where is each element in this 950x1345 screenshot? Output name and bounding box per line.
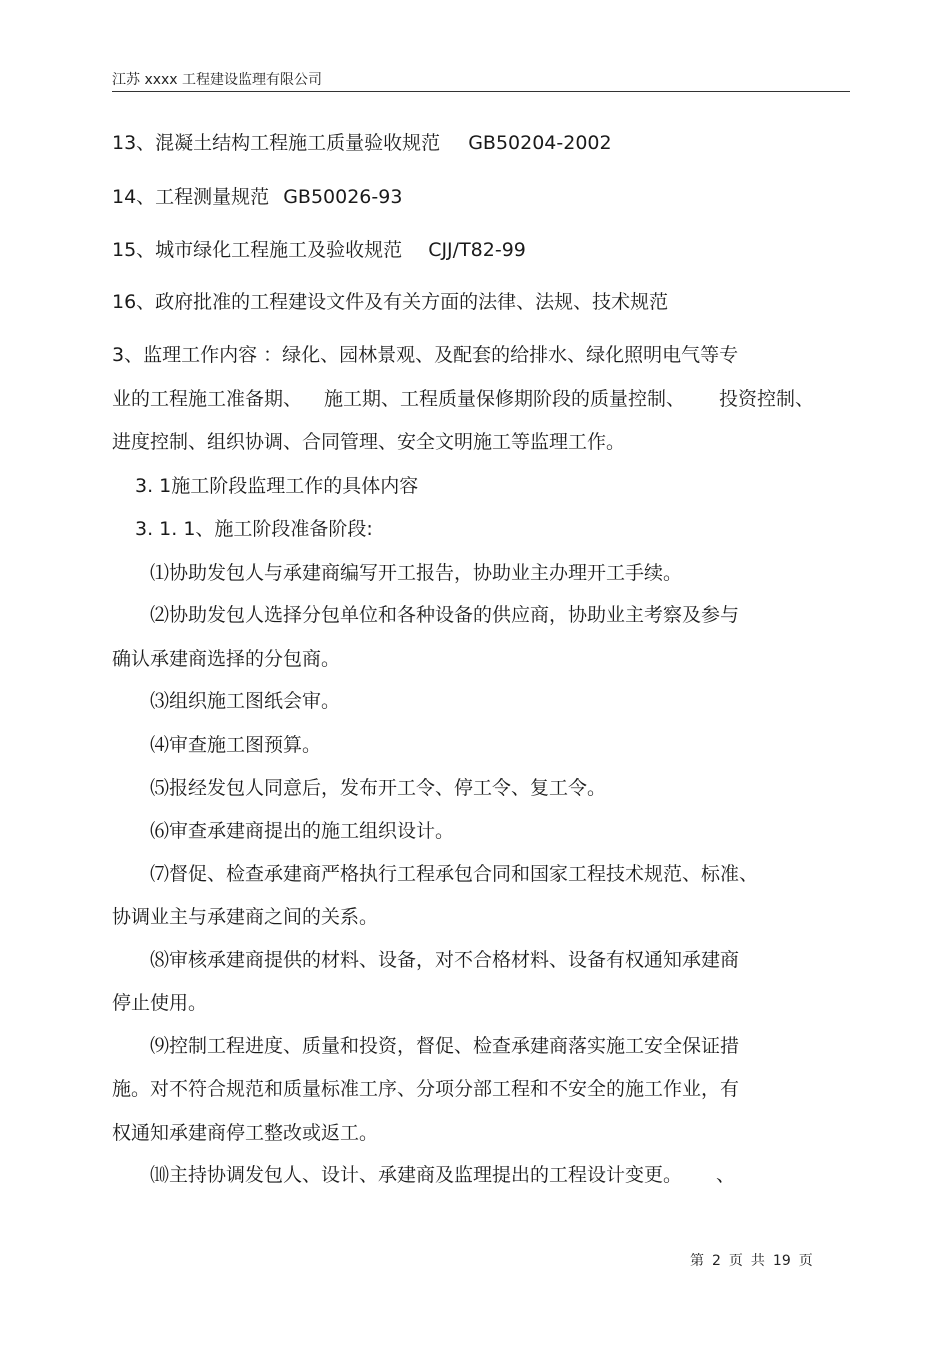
item-8-line2: 停止使用。 <box>112 992 208 1014</box>
standard-item-16 <box>112 293 668 312</box>
item-6: ⑹审查承建商提出的施工组织设计。 <box>150 820 455 842</box>
item-2-line2: 确认承建商选择的分包商。 <box>112 648 341 670</box>
standard-code: CJJ/T82-99 <box>428 239 526 261</box>
item-2-line1: ⑵协助发包人选择分包单位和各种设备的供应商，协助业主考察及参与 <box>150 604 740 626</box>
standard-name: 13、混凝土结构工程施工质量验收规范 <box>112 132 441 154</box>
item-7-line2: 协调业主与承建商之间的关系。 <box>112 906 379 928</box>
standard-name: 15、城市绿化工程施工及验收规范 <box>112 239 403 261</box>
footer-label-unit: 页 <box>728 1253 743 1269</box>
section3-line1: 3、监理工作内容 ：绿化、园林景观、及配套的给排水、绿化照明电气等专 <box>112 344 739 366</box>
document-header: 江苏 xxxx 工程建设监理有限公司 <box>112 72 323 88</box>
subsection-title: 3. 1施工阶段监理工作的具体内容 <box>135 475 419 497</box>
subsection-subtitle: 3. 1. 1、施工阶段准备阶段: <box>135 518 373 540</box>
section3-line3: 进度控制、组织协调、合同管理、安全文明施工等监理工作。 <box>112 431 626 453</box>
standard-name: 14、工程测量规范 <box>112 186 270 208</box>
standard-code: GB50204-2002 <box>468 132 612 154</box>
item-1: ⑴协助发包人与承建商编写开工报告，协助业主办理开工手续。 <box>150 562 683 584</box>
item-8-line1: ⑻审核承建商提供的材料、设备，对不合格材料、设备有权通知承建商 <box>150 949 740 971</box>
header-divider <box>112 91 850 92</box>
standard-code: GB50026-93 <box>283 186 403 208</box>
standard-item-14 <box>112 188 402 207</box>
page-number: 2 <box>712 1253 721 1269</box>
item-7-line1: ⑺督促、检查承建商严格执行工程承包合同和国家工程技术规范、标准、 <box>150 863 759 885</box>
item-10 <box>150 1166 735 1185</box>
item-10-text: ⑽主持协调发包人、设计、承建商及监理提出的工程设计变更。 <box>150 1164 683 1186</box>
footer-label-unit2: 页 <box>798 1253 813 1269</box>
item-9-line3: 权通知承建商停工整改或返工。 <box>112 1122 379 1144</box>
standard-item-15 <box>112 241 526 260</box>
section3-line2-part2: 施工期、工程质量保修期阶段的质量控制、 <box>324 388 686 410</box>
item-9-line2: 施。对不符合规范和质量标准工序、分项分部工程和不安全的施工作业，有 <box>112 1078 740 1100</box>
section3-line2-part3: 投资控制、 <box>719 388 815 410</box>
footer-label-total: 共 <box>750 1253 765 1269</box>
total-pages: 19 <box>772 1253 791 1269</box>
item-3: ⑶组织施工图纸会审。 <box>150 690 341 712</box>
section3-line2 <box>112 390 814 409</box>
item-9-line1: ⑼控制工程进度、质量和投资，督促、检查承建商落实施工安全保证措 <box>150 1035 740 1057</box>
item-10-tail: 、 <box>716 1164 736 1186</box>
section3-line2-part1: 业的工程施工准备期、 <box>112 388 303 410</box>
standard-item-13 <box>112 134 612 153</box>
footer-label-page: 第 <box>690 1253 704 1269</box>
item-4: ⑷审查施工图预算。 <box>150 734 322 756</box>
page-footer <box>690 1250 821 1270</box>
item-5: ⑸报经发包人同意后，发布开工令、停工令、复工令。 <box>150 777 607 799</box>
standard-name: 16、政府批准的工程建设文件及有关方面的法律、法规、技术规范 <box>112 291 669 313</box>
